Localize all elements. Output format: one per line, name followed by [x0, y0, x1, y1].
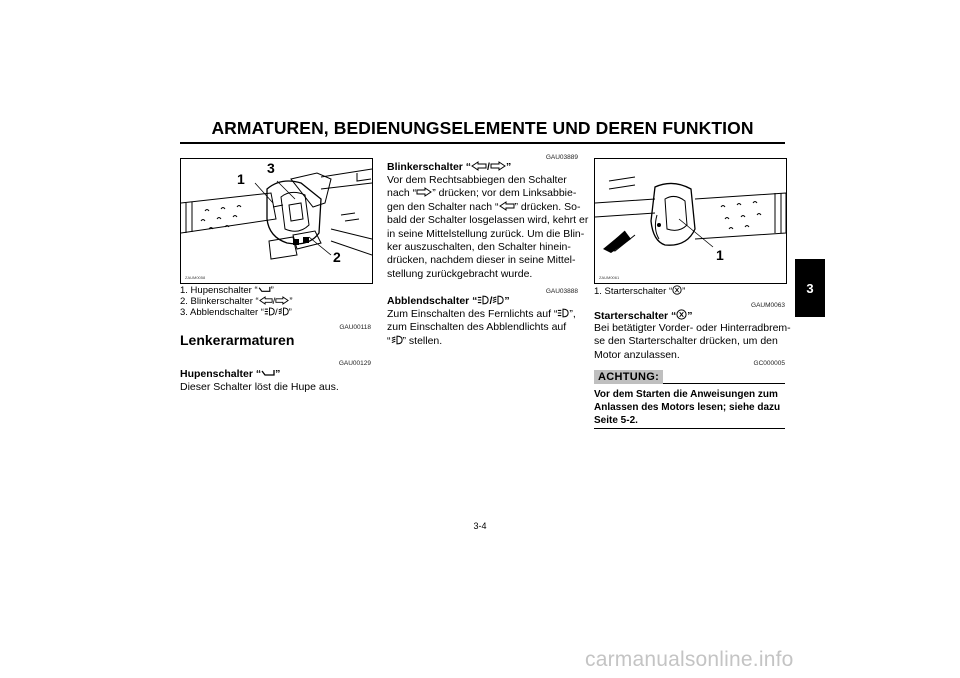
ref-code: GAUM0063: [751, 302, 785, 309]
starter-switch-text: Bei betätigter Vorder- oder Hinterradbrem- se den Starterschalter drücken, um den Motor anzulassen.: [594, 322, 791, 361]
horn-icon: [261, 369, 275, 378]
high-beam-icon: [477, 295, 489, 305]
ref-code: GAU00118: [339, 324, 371, 331]
figure-code: ZAUM0058: [185, 275, 206, 280]
low-beam-icon: [278, 307, 289, 316]
caution-label: ACHTUNG:: [594, 370, 663, 384]
turn-right-icon: [490, 161, 506, 171]
starter-icon: [672, 285, 682, 295]
callout-1: 1: [237, 171, 245, 187]
right-handlebar-switch-figure: [594, 158, 787, 284]
callout-3: 3: [267, 160, 275, 176]
page-number: 3-4: [473, 521, 487, 531]
watermark: carmanualsonline.info: [585, 648, 794, 671]
high-beam-icon: [264, 307, 275, 316]
horn-icon: [258, 286, 271, 294]
starter-icon: [676, 309, 687, 320]
horn-switch-heading: Hupenschalter “ ”: [180, 368, 281, 380]
left-handlebar-switch-figure: [180, 158, 373, 284]
low-beam-icon: [391, 335, 403, 345]
figure-code: ZAUM0061: [599, 275, 620, 280]
caption-item-2: 2. Blinkerschalter “ / ”: [180, 296, 293, 307]
caution-text: Vor dem Starten die Anweisungen zum Anlassen des Motors lesen; siehe dazu Seite 5-2.: [594, 389, 781, 426]
dimmer-switch-text: Zum Einschalten des Fernlichts auf “ ”, zum Einschalten des Abblendlichts auf “ ” stellen.: [387, 308, 576, 347]
page-title: ARMATUREN, BEDIENUNGSELEMENTE UND DEREN FUNKTION: [211, 118, 754, 138]
ref-code: GAU03889: [545, 154, 578, 161]
turn-right-icon: [416, 187, 432, 197]
low-beam-icon: [492, 295, 504, 305]
high-beam-icon: [557, 308, 569, 318]
title-rule: [180, 142, 785, 144]
callout-1: 1: [716, 247, 724, 263]
ref-code: GAU03888: [545, 288, 578, 295]
chapter-tab: 3: [795, 259, 825, 317]
right-handlebar-illustration: [595, 159, 786, 283]
dimmer-switch-heading: Abblendschalter “ / ”: [387, 295, 510, 307]
left-handlebar-illustration: [181, 159, 372, 283]
turn-left-icon: [471, 161, 487, 171]
caption-item-3: 3. Abblendschalter “ / ”: [180, 307, 292, 318]
figure-left-captions: [180, 285, 292, 318]
caption-item-1: 1. Hupenschalter “ ”: [180, 285, 274, 296]
section-heading: Lenkerarmaturen: [180, 332, 295, 348]
caution-rule: [663, 383, 785, 384]
callout-2: 2: [333, 249, 341, 265]
turn-right-icon: [275, 296, 289, 305]
turn-signal-heading: Blinkerschalter “ / ”: [387, 161, 512, 173]
horn-switch-text: Dieser Schalter löst die Hupe aus.: [180, 381, 339, 393]
caution-end-rule: [594, 428, 785, 429]
figure-right-caption: 1. Starterschalter “ ”: [594, 286, 686, 297]
turn-left-icon: [259, 296, 273, 305]
ref-code: GC000005: [753, 360, 785, 367]
turn-signal-text: Vor dem Rechtsabbiegen den Schalter nach “ ” drücken; vor dem Linksabbie- gen den Schalter nach “ ” drücken. So- bald der Schalter losgelassen wird, kehrt er in seine Mittelstellung zurück. Um die Blin- ker auszuschalten, den Schalter hinein- drücken, nachdem dieser in seine Mittel- stellung zurückgebracht wurde.: [387, 174, 589, 280]
ref-code: GAU00129: [338, 360, 371, 367]
starter-switch-heading: Starterschalter “ ”: [594, 310, 693, 322]
turn-left-icon: [499, 201, 515, 211]
